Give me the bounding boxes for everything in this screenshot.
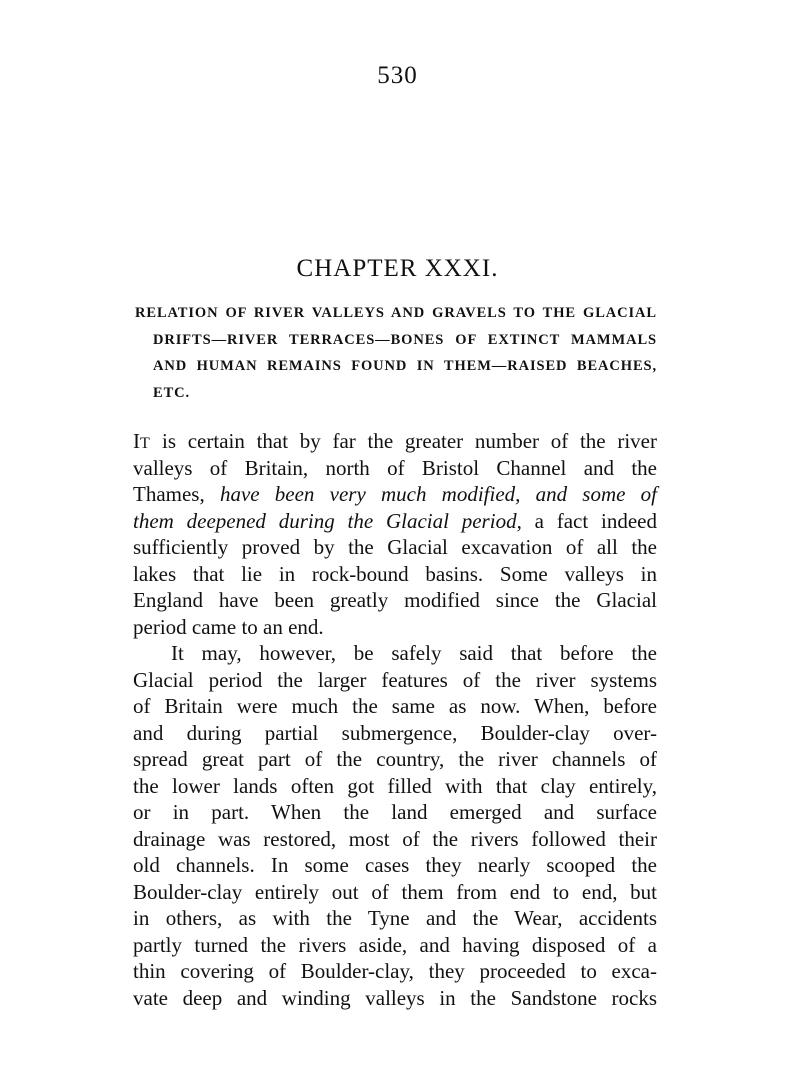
text-line: Thames, have been very much modified, and some of	[133, 482, 657, 506]
text-line: or in part. When the land emerged and surface	[133, 800, 657, 824]
text-line: them deepened during the Glacial period, a fact indeed	[133, 508, 657, 533]
text-line: Glacial period the larger features of the river systems	[133, 667, 657, 692]
initial-capital: I	[133, 429, 140, 453]
synopsis-line: DRIFTS—RIVER TERRACES—BONES OF EXTINCT MAMMALS	[153, 331, 657, 348]
text-line: of Britain were much the same as now. When, before	[133, 694, 657, 718]
text-line: valleys of Britain, north of Bristol Channel and the	[133, 455, 657, 480]
text-line: the lower lands often got filled with that clay entirely,	[133, 773, 657, 798]
text-line: and during partial submergence, Boulder-clay over-	[133, 720, 657, 745]
text-line: drainage was restored, most of the rivers followed their	[133, 826, 657, 851]
text-line: thin covering of Boulder-clay, they proceeded to exca-	[133, 959, 657, 983]
text-line: IT is certain that by far the greater number of the river	[133, 429, 657, 453]
page-number: 530	[377, 62, 418, 89]
text-line: vate deep and winding valleys in the Sandstone rocks	[133, 985, 657, 1010]
paragraph-2	[133, 640, 657, 1011]
italic-text: them deepened during the Glacial period,	[133, 508, 522, 533]
text-line: partly turned the rivers aside, and having disposed of a	[133, 932, 657, 957]
synopsis-line: AND HUMAN REMAINS FOUND IN THEM—RAISED BEACHES,	[153, 358, 657, 374]
paragraph-1	[133, 428, 657, 640]
text-line: period came to an end.	[133, 614, 324, 639]
text-line: Boulder-clay entirely out of them from end to end, but	[133, 879, 657, 904]
text-line: lakes that lie in rock-bound basins. Some valleys in	[133, 561, 657, 586]
chapter-title: CHAPTER XXXI.	[296, 255, 499, 282]
text-line: spread great part of the country, the river channels of	[133, 747, 657, 771]
text-line: old channels. In some cases they nearly scooped the	[133, 853, 657, 877]
small-capital: T	[140, 435, 151, 452]
chapter-synopsis	[135, 300, 657, 406]
text-line: England have been greatly modified since the Glacial	[133, 588, 657, 612]
synopsis-line: RELATION OF RIVER VALLEYS AND GRAVELS TO THE GLACIAL	[135, 305, 657, 321]
body-text	[133, 428, 657, 1011]
text-line: It may, however, be safely said that before the	[171, 641, 657, 665]
italic-text: have been very much modified, and some of	[219, 482, 657, 506]
text-line: sufficiently proved by the Glacial excavation of all the	[133, 535, 657, 559]
synopsis-line: ETC.	[153, 384, 191, 401]
text-line: in others, as with the Tyne and the Wear, accidents	[133, 906, 657, 930]
